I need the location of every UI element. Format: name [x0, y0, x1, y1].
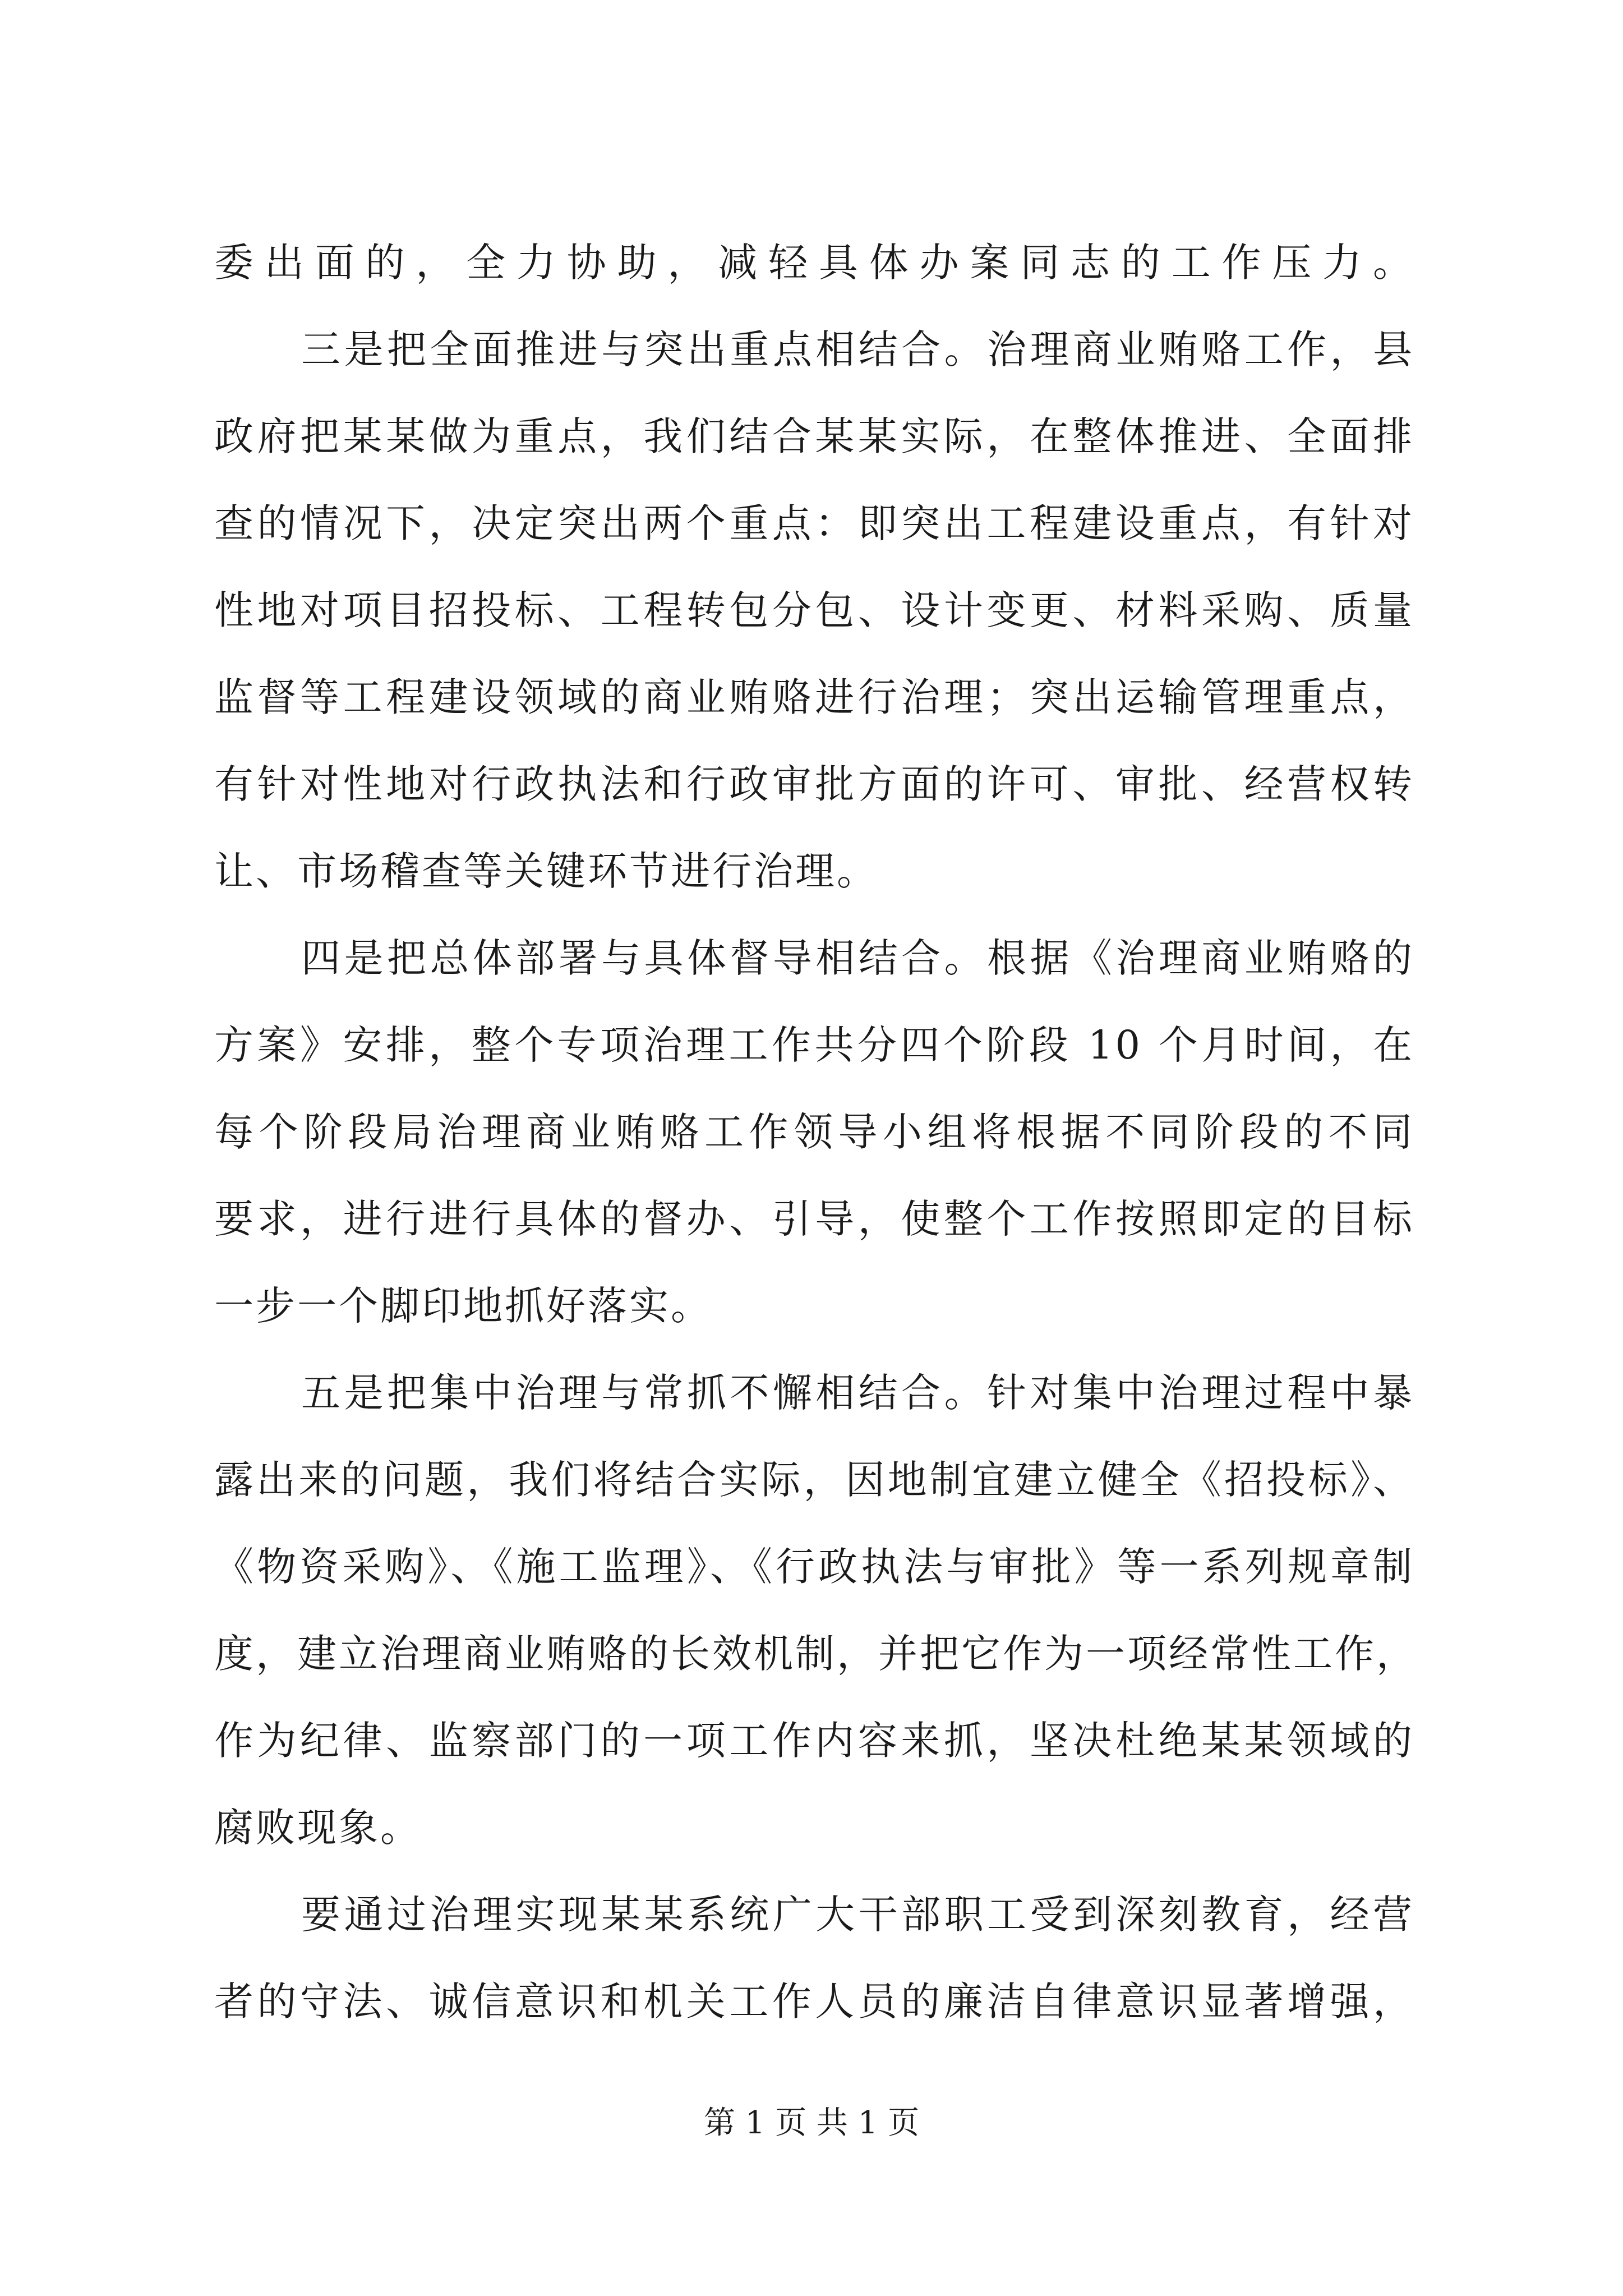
text-line: 监督等工程建设领域的商业贿赂进行治理；突出运输管理重点， [214, 674, 1414, 720]
page-footer [0, 2104, 1623, 2143]
text-line: 露出来的问题，我们将结合实际，因地制宜建立健全《招投标》、 [214, 1457, 1414, 1503]
text-line: 要求，进行进行具体的督办、引导，使整个工作按照即定的目标 [214, 1196, 1414, 1242]
text-line: 政府把某某做为重点，我们结合某某实际，在整体推进、全面排 [214, 413, 1414, 459]
text-line: 者的守法、诚信意识和机关工作人员的廉洁自律意识显著增强， [214, 1978, 1414, 2024]
text-line: 每个阶段局治理商业贿赂工作领导小组将根据不同阶段的不同 [214, 1109, 1414, 1155]
text-line: 作为纪律、监察部门的一项工作内容来抓，坚决杜绝某某领域的 [214, 1718, 1414, 1764]
text-line: 让、市场稽查等关键环节进行治理。 [214, 848, 878, 894]
document-body [214, 236, 1418, 2062]
text-line: 有针对性地对行政执法和行政审批方面的许可、审批、经营权转 [214, 761, 1414, 807]
text-line: 方案》安排，整个专项治理工作共分四个阶段 10 个月时间，在 [214, 1022, 1414, 1068]
text-line: 一步一个脚印地抓好落实。 [214, 1283, 712, 1329]
text-line: 性地对项目招投标、工程转包分包、设计变更、材料采购、质量 [214, 587, 1414, 633]
text-line: 《物资采购》、《施工监理》、《行政执法与审批》等一系列规章制 [214, 1544, 1414, 1590]
paragraph-first-line: 三是把全面推进与突出重点相结合。治理商业贿赂工作，县 [301, 326, 1414, 372]
text-line: 委出面的，全力协助，减轻具体办案同志的工作压力。 [214, 240, 1414, 286]
text-line: 查的情况下，决定突出两个重点：即突出工程建设重点，有针对 [214, 500, 1414, 546]
page-number-indicator: 第 1 页 共 1 页 [703, 2105, 920, 2141]
paragraph-first-line: 四是把总体部署与具体督导相结合。根据《治理商业贿赂的 [301, 935, 1414, 981]
paragraph-first-line: 要通过治理实现某某系统广大干部职工受到深刻教育，经营 [301, 1892, 1414, 1938]
text-line: 度，建立治理商业贿赂的长效机制，并把它作为一项经常性工作， [214, 1631, 1418, 1677]
text-line: 腐败现象。 [214, 1805, 422, 1851]
paragraph-first-line: 五是把集中治理与常抓不懈相结合。针对集中治理过程中暴 [301, 1370, 1414, 1416]
